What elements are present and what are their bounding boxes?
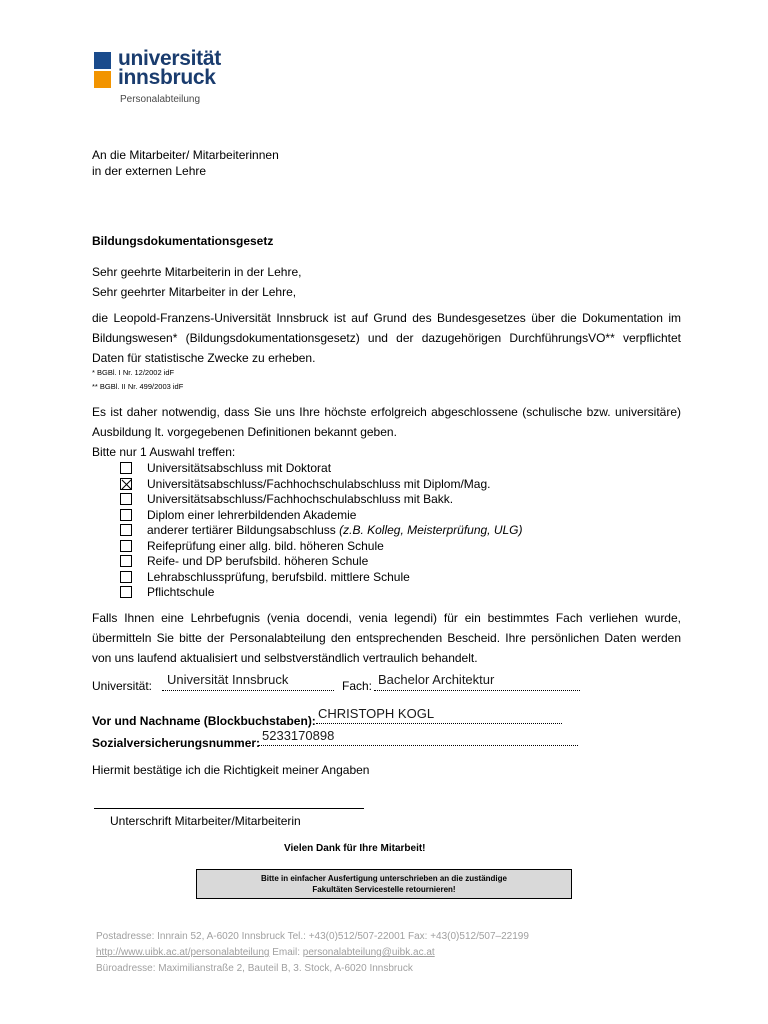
signature-line[interactable] <box>94 808 364 809</box>
option-checkbox[interactable] <box>120 555 132 567</box>
option-checkbox[interactable] <box>120 524 132 536</box>
option-label: Universitätsabschluss mit Doktorat <box>147 461 332 475</box>
option-checkbox[interactable] <box>120 586 132 598</box>
footnote-2: ** BGBl. II Nr. 499/2003 idF <box>92 382 184 391</box>
venia-paragraph: Falls Ihnen eine Lehrbefugnis (venia docendi, venia legendi) für ein bestimmtes Fach verliehen wurde, übermitteln Sie bitte der Personalabteilung den entsprechenden Bescheid. Ihre persönlichen Daten werden von uns laufend aktualisiert und selbstverständlich vertraulich behandelt. <box>92 611 681 665</box>
footer-email-link[interactable]: personalabteilung@uibk.ac.at <box>302 947 435 958</box>
university-field-line <box>162 690 334 691</box>
logo-orange-square <box>94 71 111 88</box>
address-line-2: in der externen Lehre <box>92 164 207 178</box>
footnote-1: * BGBl. I Nr. 12/2002 idF <box>92 368 175 377</box>
return-notice-box <box>196 869 572 899</box>
logo-line-2: innsbruck <box>118 66 216 89</box>
footer-website-link[interactable]: http://www.uibk.ac.at/personalabteilung <box>96 947 270 958</box>
option-label: Reifeprüfung einer allg. bild. höheren Schule <box>147 538 384 553</box>
footer-office-address: Büroadresse: Maximilianstraße 2, Bauteil B, 3. Stock, A-6020 Innsbruck <box>96 963 413 974</box>
option-note: (z.B. Kolleg, Meisterprüfung, ULG) <box>339 523 523 537</box>
subject-field-line <box>374 690 580 691</box>
option-label: Universitätsabschluss/Fachhochschulabschluss mit Diplom/Mag. <box>147 476 491 491</box>
notice-line-1: Bitte in einfacher Ausfertigung unterschrieben an die zuständige <box>261 874 507 883</box>
university-logo-mark <box>94 52 112 88</box>
ssn-label: Sozialversicherungsnummer: <box>92 736 261 750</box>
option-label: Lehrabschlussprüfung, berufsbild. mittlere Schule <box>147 569 410 584</box>
requirement-paragraph: Es ist daher notwendig, dass Sie uns Ihre höchste erfolgreich abgeschlossene (schulische bzw. universitäre) Ausbildung lt. vorgegebenen Definitionen bekannt geben. <box>92 405 681 439</box>
name-field-line <box>316 723 562 724</box>
footer-email-label: Email: <box>272 947 301 958</box>
logo-blue-square <box>94 52 111 69</box>
logo-line-1: universität <box>118 47 221 70</box>
option-checkbox[interactable] <box>120 462 132 474</box>
intro-paragraph: die Leopold-Franzens-Universität Innsbruck ist auf Grund des Bundesgesetzes über die Dokumentation im Bildungswesen* (Bildungsdokumentationsgesetz) und der dazugehörigen DurchführungsVO** verpflichtet Daten für statistische Zwecke zu erheben. <box>92 311 681 365</box>
footer-contact <box>96 945 435 960</box>
footer-postal-address: Postadresse: Innrain 52, A-6020 Innsbruck Tel.: +43(0)512/507-22001 Fax: +43(0)512/507–22199 <box>96 931 529 942</box>
option-label: Universitätsabschluss/Fachhochschulabschluss mit Bakk. <box>147 492 454 506</box>
subject-label: Fach: <box>342 679 373 693</box>
university-label: Universität: <box>92 679 153 693</box>
option-checkbox[interactable] <box>120 540 132 552</box>
university-field[interactable]: Universität Innsbruck <box>167 672 289 687</box>
option-label-text: anderer tertiärer Bildungsabschluss <box>147 523 340 537</box>
salutation-line-2: Sehr geehrter Mitarbeiter in der Lehre, <box>92 285 297 299</box>
thanks-text: Vielen Dank für Ihre Mitarbeit! <box>284 843 426 854</box>
confirmation-text: Hiermit bestätige ich die Richtigkeit meiner Angaben <box>92 763 370 777</box>
address-line-1: An die Mitarbeiter/ Mitarbeiterinnen <box>92 148 279 162</box>
subject-field[interactable]: Bachelor Architektur <box>378 672 495 687</box>
department-name: Personalabteilung <box>120 94 201 105</box>
option-checkbox[interactable] <box>120 493 132 505</box>
signature-label: Unterschrift Mitarbeiter/Mitarbeiterin <box>110 814 301 828</box>
salutation-line-1: Sehr geehrte Mitarbeiterin in der Lehre, <box>92 265 302 279</box>
option-label-with-note <box>147 523 523 538</box>
option-checkbox-checked[interactable] <box>120 478 132 490</box>
ssn-field-line <box>258 745 578 746</box>
subject-heading: Bildungsdokumentationsgesetz <box>92 234 274 248</box>
ssn-field[interactable]: 5233170898 <box>262 728 335 743</box>
notice-line-2: Fakultäten Servicestelle retournieren! <box>312 885 456 894</box>
university-logo-text <box>118 49 221 87</box>
option-checkbox[interactable] <box>120 571 132 583</box>
option-label: Reife- und DP berufsbild. höheren Schule <box>147 554 369 568</box>
option-label: Pflichtschule <box>147 585 215 599</box>
choose-one-instruction: Bitte nur 1 Auswahl treffen: <box>92 445 236 459</box>
option-checkbox[interactable] <box>120 509 132 521</box>
name-label: Vor und Nachname (Blockbuchstaben): <box>92 714 316 728</box>
name-field[interactable]: CHRISTOPH KOGL <box>318 706 435 721</box>
option-label: Diplom einer lehrerbildenden Akademie <box>147 507 357 522</box>
